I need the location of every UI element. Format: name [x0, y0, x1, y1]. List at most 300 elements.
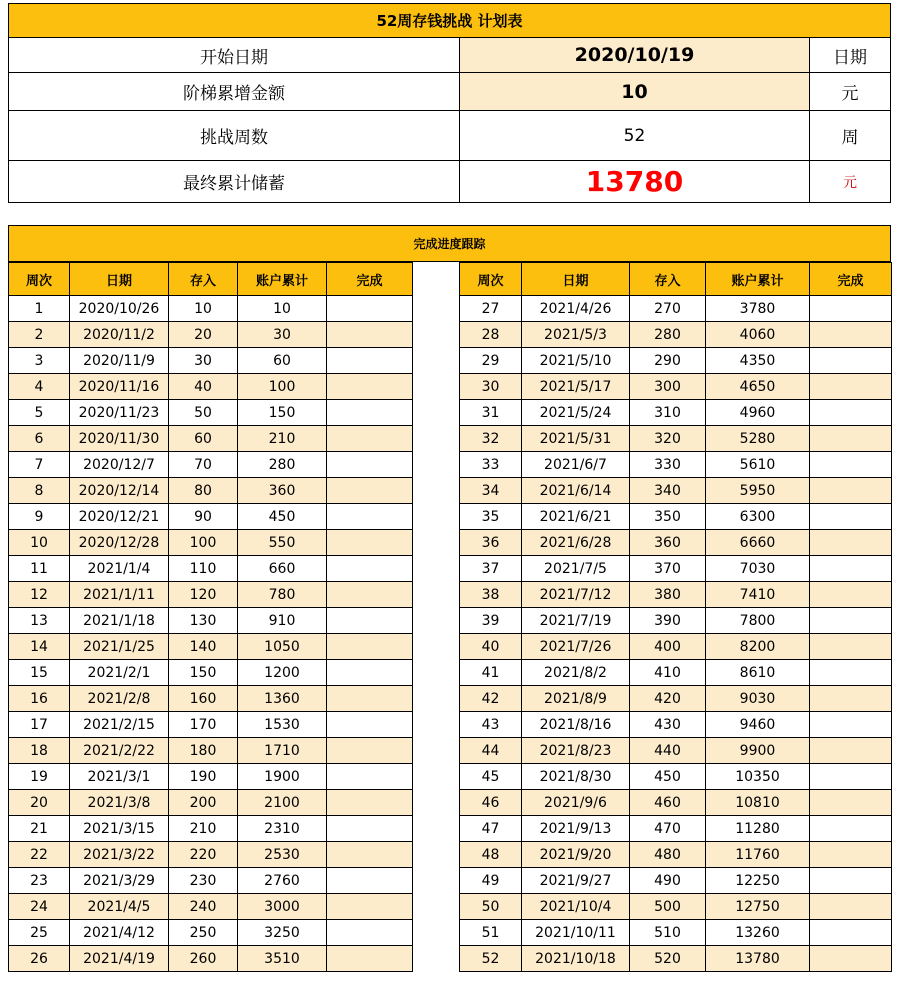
deposit-cell: 430 [630, 712, 706, 738]
balance-cell: 10 [238, 296, 327, 322]
done-checkbox-cell[interactable] [810, 582, 892, 608]
date-cell: 2021/1/4 [70, 556, 169, 582]
done-checkbox-cell[interactable] [810, 738, 892, 764]
balance-cell: 2310 [238, 816, 327, 842]
date-cell: 2020/10/26 [70, 296, 169, 322]
table-row [460, 296, 892, 322]
done-checkbox-cell[interactable] [327, 712, 413, 738]
done-checkbox-cell[interactable] [327, 946, 413, 972]
balance-cell: 13780 [706, 946, 810, 972]
table-row [9, 894, 413, 920]
deposit-cell: 310 [630, 400, 706, 426]
date-cell: 2021/4/12 [70, 920, 169, 946]
week-number-cell: 35 [460, 504, 522, 530]
balance-cell: 210 [238, 426, 327, 452]
date-cell: 2021/6/14 [522, 478, 630, 504]
balance-cell: 360 [238, 478, 327, 504]
date-cell: 2021/10/4 [522, 894, 630, 920]
done-checkbox-cell[interactable] [810, 634, 892, 660]
balance-cell: 1900 [238, 764, 327, 790]
col-header-done: 完成 [810, 263, 892, 296]
date-cell: 2021/3/1 [70, 764, 169, 790]
balance-cell: 8610 [706, 660, 810, 686]
table-row [9, 348, 413, 374]
date-cell: 2021/3/8 [70, 790, 169, 816]
done-checkbox-cell[interactable] [327, 608, 413, 634]
deposit-cell: 140 [169, 634, 238, 660]
week-number-cell: 4 [9, 374, 70, 400]
deposit-cell: 50 [169, 400, 238, 426]
deposit-cell: 410 [630, 660, 706, 686]
done-checkbox-cell[interactable] [327, 530, 413, 556]
table-row [460, 764, 892, 790]
date-cell: 2021/9/13 [522, 816, 630, 842]
week-number-cell: 15 [9, 660, 70, 686]
done-checkbox-cell[interactable] [327, 920, 413, 946]
tracking-title: 完成进度跟踪 [8, 225, 891, 262]
week-number-cell: 31 [460, 400, 522, 426]
table-row [9, 738, 413, 764]
table-header-row [460, 263, 892, 296]
deposit-cell: 470 [630, 816, 706, 842]
deposit-cell: 320 [630, 426, 706, 452]
deposit-cell: 150 [169, 660, 238, 686]
done-checkbox-cell[interactable] [327, 764, 413, 790]
week-number-cell: 45 [460, 764, 522, 790]
week-number-cell: 1 [9, 296, 70, 322]
week-number-cell: 44 [460, 738, 522, 764]
done-checkbox-cell[interactable] [327, 686, 413, 712]
week-number-cell: 39 [460, 608, 522, 634]
table-row [460, 504, 892, 530]
done-checkbox-cell[interactable] [327, 296, 413, 322]
done-checkbox-cell[interactable] [810, 478, 892, 504]
table-row [9, 790, 413, 816]
table-row [460, 530, 892, 556]
done-checkbox-cell[interactable] [810, 530, 892, 556]
done-checkbox-cell[interactable] [810, 504, 892, 530]
deposit-cell: 360 [630, 530, 706, 556]
balance-cell: 660 [238, 556, 327, 582]
balance-cell: 910 [238, 608, 327, 634]
table-row [460, 842, 892, 868]
deposit-cell: 380 [630, 582, 706, 608]
table-row [9, 842, 413, 868]
deposit-cell: 190 [169, 764, 238, 790]
table-row [9, 920, 413, 946]
deposit-cell: 370 [630, 556, 706, 582]
done-checkbox-cell[interactable] [327, 322, 413, 348]
week-number-cell: 34 [460, 478, 522, 504]
deposit-cell: 260 [169, 946, 238, 972]
done-checkbox-cell[interactable] [327, 582, 413, 608]
done-checkbox-cell[interactable] [810, 374, 892, 400]
done-checkbox-cell[interactable] [810, 946, 892, 972]
deposit-cell: 280 [630, 322, 706, 348]
balance-cell: 9030 [706, 686, 810, 712]
col-header-date: 日期 [522, 263, 630, 296]
date-cell: 2021/8/23 [522, 738, 630, 764]
done-checkbox-cell[interactable] [327, 478, 413, 504]
col-header-balance: 账户累计 [706, 263, 810, 296]
col-header-date: 日期 [70, 263, 169, 296]
done-checkbox-cell[interactable] [327, 400, 413, 426]
deposit-cell: 400 [630, 634, 706, 660]
balance-cell: 7800 [706, 608, 810, 634]
done-checkbox-cell[interactable] [327, 504, 413, 530]
done-checkbox-cell[interactable] [810, 452, 892, 478]
date-cell: 2021/7/5 [522, 556, 630, 582]
deposit-cell: 30 [169, 348, 238, 374]
done-checkbox-cell[interactable] [327, 426, 413, 452]
done-checkbox-cell[interactable] [810, 842, 892, 868]
date-cell: 2021/7/12 [522, 582, 630, 608]
deposit-cell: 170 [169, 712, 238, 738]
table-row [9, 608, 413, 634]
date-cell: 2021/5/3 [522, 322, 630, 348]
week-number-cell: 11 [9, 556, 70, 582]
date-cell: 2021/8/2 [522, 660, 630, 686]
deposit-cell: 220 [169, 842, 238, 868]
table-row [460, 712, 892, 738]
date-cell: 2021/8/30 [522, 764, 630, 790]
table-body [460, 296, 892, 972]
deposit-cell: 80 [169, 478, 238, 504]
week-number-cell: 50 [460, 894, 522, 920]
done-checkbox-cell[interactable] [327, 738, 413, 764]
deposit-cell: 200 [169, 790, 238, 816]
week-number-cell: 25 [9, 920, 70, 946]
done-checkbox-cell[interactable] [810, 920, 892, 946]
done-checkbox-cell[interactable] [327, 842, 413, 868]
col-header-balance: 账户累计 [238, 263, 327, 296]
week-number-cell: 48 [460, 842, 522, 868]
date-cell: 2020/11/23 [70, 400, 169, 426]
week-number-cell: 5 [9, 400, 70, 426]
balance-cell: 280 [238, 452, 327, 478]
week-number-cell: 17 [9, 712, 70, 738]
deposit-cell: 290 [630, 348, 706, 374]
balance-cell: 5610 [706, 452, 810, 478]
week-number-cell: 6 [9, 426, 70, 452]
done-checkbox-cell[interactable] [810, 686, 892, 712]
done-checkbox-cell[interactable] [810, 816, 892, 842]
deposit-cell: 520 [630, 946, 706, 972]
balance-cell: 1710 [238, 738, 327, 764]
table-row [9, 452, 413, 478]
col-header-deposit: 存入 [630, 263, 706, 296]
date-cell: 2021/2/15 [70, 712, 169, 738]
deposit-cell: 330 [630, 452, 706, 478]
date-cell: 2021/5/24 [522, 400, 630, 426]
balance-cell: 1360 [238, 686, 327, 712]
done-checkbox-cell[interactable] [327, 868, 413, 894]
deposit-cell: 100 [169, 530, 238, 556]
deposit-cell: 300 [630, 374, 706, 400]
balance-cell: 3250 [238, 920, 327, 946]
done-checkbox-cell[interactable] [327, 894, 413, 920]
table-row [9, 816, 413, 842]
balance-cell: 450 [238, 504, 327, 530]
deposit-cell: 490 [630, 868, 706, 894]
date-cell: 2021/2/8 [70, 686, 169, 712]
balance-cell: 780 [238, 582, 327, 608]
table-header-row [9, 263, 413, 296]
week-number-cell: 51 [460, 920, 522, 946]
deposit-cell: 90 [169, 504, 238, 530]
table-body [9, 296, 413, 972]
balance-cell: 6300 [706, 504, 810, 530]
done-checkbox-cell[interactable] [327, 790, 413, 816]
deposit-cell: 180 [169, 738, 238, 764]
balance-cell: 3780 [706, 296, 810, 322]
week-number-cell: 40 [460, 634, 522, 660]
table-row [9, 530, 413, 556]
week-number-cell: 14 [9, 634, 70, 660]
table-row [9, 400, 413, 426]
table-row [460, 868, 892, 894]
week-number-cell: 16 [9, 686, 70, 712]
plan-row-start-date [8, 38, 891, 73]
deposit-cell: 510 [630, 920, 706, 946]
table-row [460, 348, 892, 374]
week-number-cell: 29 [460, 348, 522, 374]
plan-label: 阶梯累增金额 [9, 73, 460, 110]
date-cell: 2021/5/31 [522, 426, 630, 452]
increment-amount-cell[interactable]: 10 [460, 73, 810, 110]
balance-cell: 1530 [238, 712, 327, 738]
col-header-week: 周次 [460, 263, 522, 296]
week-number-cell: 28 [460, 322, 522, 348]
date-cell: 2021/10/11 [522, 920, 630, 946]
date-cell: 2021/5/10 [522, 348, 630, 374]
deposit-cell: 210 [169, 816, 238, 842]
balance-cell: 8200 [706, 634, 810, 660]
deposit-cell: 480 [630, 842, 706, 868]
week-number-cell: 19 [9, 764, 70, 790]
date-cell: 2021/8/16 [522, 712, 630, 738]
plan-label: 挑战周数 [9, 111, 460, 160]
balance-cell: 2100 [238, 790, 327, 816]
deposit-cell: 420 [630, 686, 706, 712]
done-checkbox-cell[interactable] [810, 712, 892, 738]
week-number-cell: 21 [9, 816, 70, 842]
done-checkbox-cell[interactable] [327, 556, 413, 582]
table-row [460, 426, 892, 452]
done-checkbox-cell[interactable] [810, 322, 892, 348]
table-row [460, 634, 892, 660]
week-number-cell: 26 [9, 946, 70, 972]
done-checkbox-cell[interactable] [327, 816, 413, 842]
table-row [9, 868, 413, 894]
deposit-cell: 110 [169, 556, 238, 582]
final-savings-cell: 13780 [460, 161, 810, 202]
done-checkbox-cell[interactable] [810, 296, 892, 322]
balance-cell: 12750 [706, 894, 810, 920]
balance-cell: 100 [238, 374, 327, 400]
done-checkbox-cell[interactable] [810, 764, 892, 790]
table-row [460, 452, 892, 478]
date-cell: 2020/12/28 [70, 530, 169, 556]
balance-cell: 7030 [706, 556, 810, 582]
table-row [9, 582, 413, 608]
date-cell: 2021/2/1 [70, 660, 169, 686]
balance-cell: 3000 [238, 894, 327, 920]
table-row [460, 374, 892, 400]
done-checkbox-cell[interactable] [810, 660, 892, 686]
week-number-cell: 46 [460, 790, 522, 816]
date-cell: 2021/6/21 [522, 504, 630, 530]
week-number-cell: 24 [9, 894, 70, 920]
table-row [9, 322, 413, 348]
table-row [460, 946, 892, 972]
done-checkbox-cell[interactable] [810, 426, 892, 452]
done-checkbox-cell[interactable] [327, 374, 413, 400]
week-number-cell: 20 [9, 790, 70, 816]
balance-cell: 9900 [706, 738, 810, 764]
table-row [460, 478, 892, 504]
balance-cell: 2760 [238, 868, 327, 894]
date-cell: 2021/6/28 [522, 530, 630, 556]
done-checkbox-cell[interactable] [810, 608, 892, 634]
balance-cell: 4060 [706, 322, 810, 348]
date-cell: 2021/1/18 [70, 608, 169, 634]
deposit-cell: 440 [630, 738, 706, 764]
balance-cell: 11280 [706, 816, 810, 842]
plan-table [8, 3, 891, 203]
date-cell: 2021/9/20 [522, 842, 630, 868]
date-cell: 2021/9/27 [522, 868, 630, 894]
done-checkbox-cell[interactable] [327, 634, 413, 660]
week-number-cell: 8 [9, 478, 70, 504]
date-cell: 2021/2/22 [70, 738, 169, 764]
deposit-cell: 500 [630, 894, 706, 920]
date-cell: 2020/11/30 [70, 426, 169, 452]
week-number-cell: 36 [460, 530, 522, 556]
done-checkbox-cell[interactable] [810, 894, 892, 920]
balance-cell: 7410 [706, 582, 810, 608]
balance-cell: 60 [238, 348, 327, 374]
deposit-cell: 390 [630, 608, 706, 634]
balance-cell: 150 [238, 400, 327, 426]
table-row [9, 478, 413, 504]
deposit-cell: 60 [169, 426, 238, 452]
balance-cell: 4960 [706, 400, 810, 426]
table-row [460, 790, 892, 816]
done-checkbox-cell[interactable] [327, 452, 413, 478]
week-number-cell: 47 [460, 816, 522, 842]
week-number-cell: 12 [9, 582, 70, 608]
done-checkbox-cell[interactable] [327, 660, 413, 686]
week-number-cell: 22 [9, 842, 70, 868]
balance-cell: 2530 [238, 842, 327, 868]
table-row [9, 660, 413, 686]
balance-cell: 10350 [706, 764, 810, 790]
done-checkbox-cell[interactable] [810, 348, 892, 374]
table-row [9, 764, 413, 790]
deposit-cell: 340 [630, 478, 706, 504]
plan-row-final-savings [8, 161, 891, 203]
balance-cell: 4650 [706, 374, 810, 400]
date-cell: 2020/11/9 [70, 348, 169, 374]
date-cell: 2021/7/26 [522, 634, 630, 660]
table-row [460, 400, 892, 426]
table-row [460, 816, 892, 842]
start-date-cell[interactable]: 2020/10/19 [460, 38, 810, 72]
table-row [9, 296, 413, 322]
week-number-cell: 18 [9, 738, 70, 764]
plan-unit: 元 [841, 84, 859, 104]
done-checkbox-cell[interactable] [810, 556, 892, 582]
deposit-cell: 10 [169, 296, 238, 322]
col-header-week: 周次 [9, 263, 70, 296]
week-number-cell: 41 [460, 660, 522, 686]
table-row [460, 894, 892, 920]
plan-row-weeks [8, 111, 891, 161]
deposit-cell: 450 [630, 764, 706, 790]
week-number-cell: 10 [9, 530, 70, 556]
date-cell: 2020/12/21 [70, 504, 169, 530]
table-row [9, 712, 413, 738]
week-number-cell: 42 [460, 686, 522, 712]
week-number-cell: 27 [460, 296, 522, 322]
date-cell: 2021/5/17 [522, 374, 630, 400]
week-number-cell: 38 [460, 582, 522, 608]
week-number-cell: 23 [9, 868, 70, 894]
deposit-cell: 20 [169, 322, 238, 348]
deposit-cell: 270 [630, 296, 706, 322]
balance-cell: 11760 [706, 842, 810, 868]
table-row [9, 374, 413, 400]
weeks-count-cell: 52 [460, 111, 810, 160]
balance-cell: 4350 [706, 348, 810, 374]
done-checkbox-cell[interactable] [327, 348, 413, 374]
date-cell: 2020/11/2 [70, 322, 169, 348]
date-cell: 2021/1/11 [70, 582, 169, 608]
plan-unit: 元 [843, 174, 857, 191]
table-row [460, 322, 892, 348]
plan-unit: 日期 [833, 47, 867, 68]
deposit-cell: 240 [169, 894, 238, 920]
table-row [460, 686, 892, 712]
date-cell: 2021/1/25 [70, 634, 169, 660]
deposit-cell: 130 [169, 608, 238, 634]
table-row [9, 946, 413, 972]
done-checkbox-cell[interactable] [810, 400, 892, 426]
col-header-deposit: 存入 [169, 263, 238, 296]
balance-cell: 10810 [706, 790, 810, 816]
done-checkbox-cell[interactable] [810, 868, 892, 894]
week-number-cell: 7 [9, 452, 70, 478]
date-cell: 2020/12/14 [70, 478, 169, 504]
balance-cell: 3510 [238, 946, 327, 972]
table-row [460, 582, 892, 608]
deposit-cell: 70 [169, 452, 238, 478]
date-cell: 2021/4/26 [522, 296, 630, 322]
table-row [9, 556, 413, 582]
deposit-cell: 120 [169, 582, 238, 608]
week-number-cell: 43 [460, 712, 522, 738]
table-row [460, 660, 892, 686]
date-cell: 2020/11/16 [70, 374, 169, 400]
deposit-cell: 350 [630, 504, 706, 530]
date-cell: 2021/9/6 [522, 790, 630, 816]
balance-cell: 6660 [706, 530, 810, 556]
week-number-cell: 30 [460, 374, 522, 400]
week-number-cell: 37 [460, 556, 522, 582]
date-cell: 2021/3/29 [70, 868, 169, 894]
done-checkbox-cell[interactable] [810, 790, 892, 816]
